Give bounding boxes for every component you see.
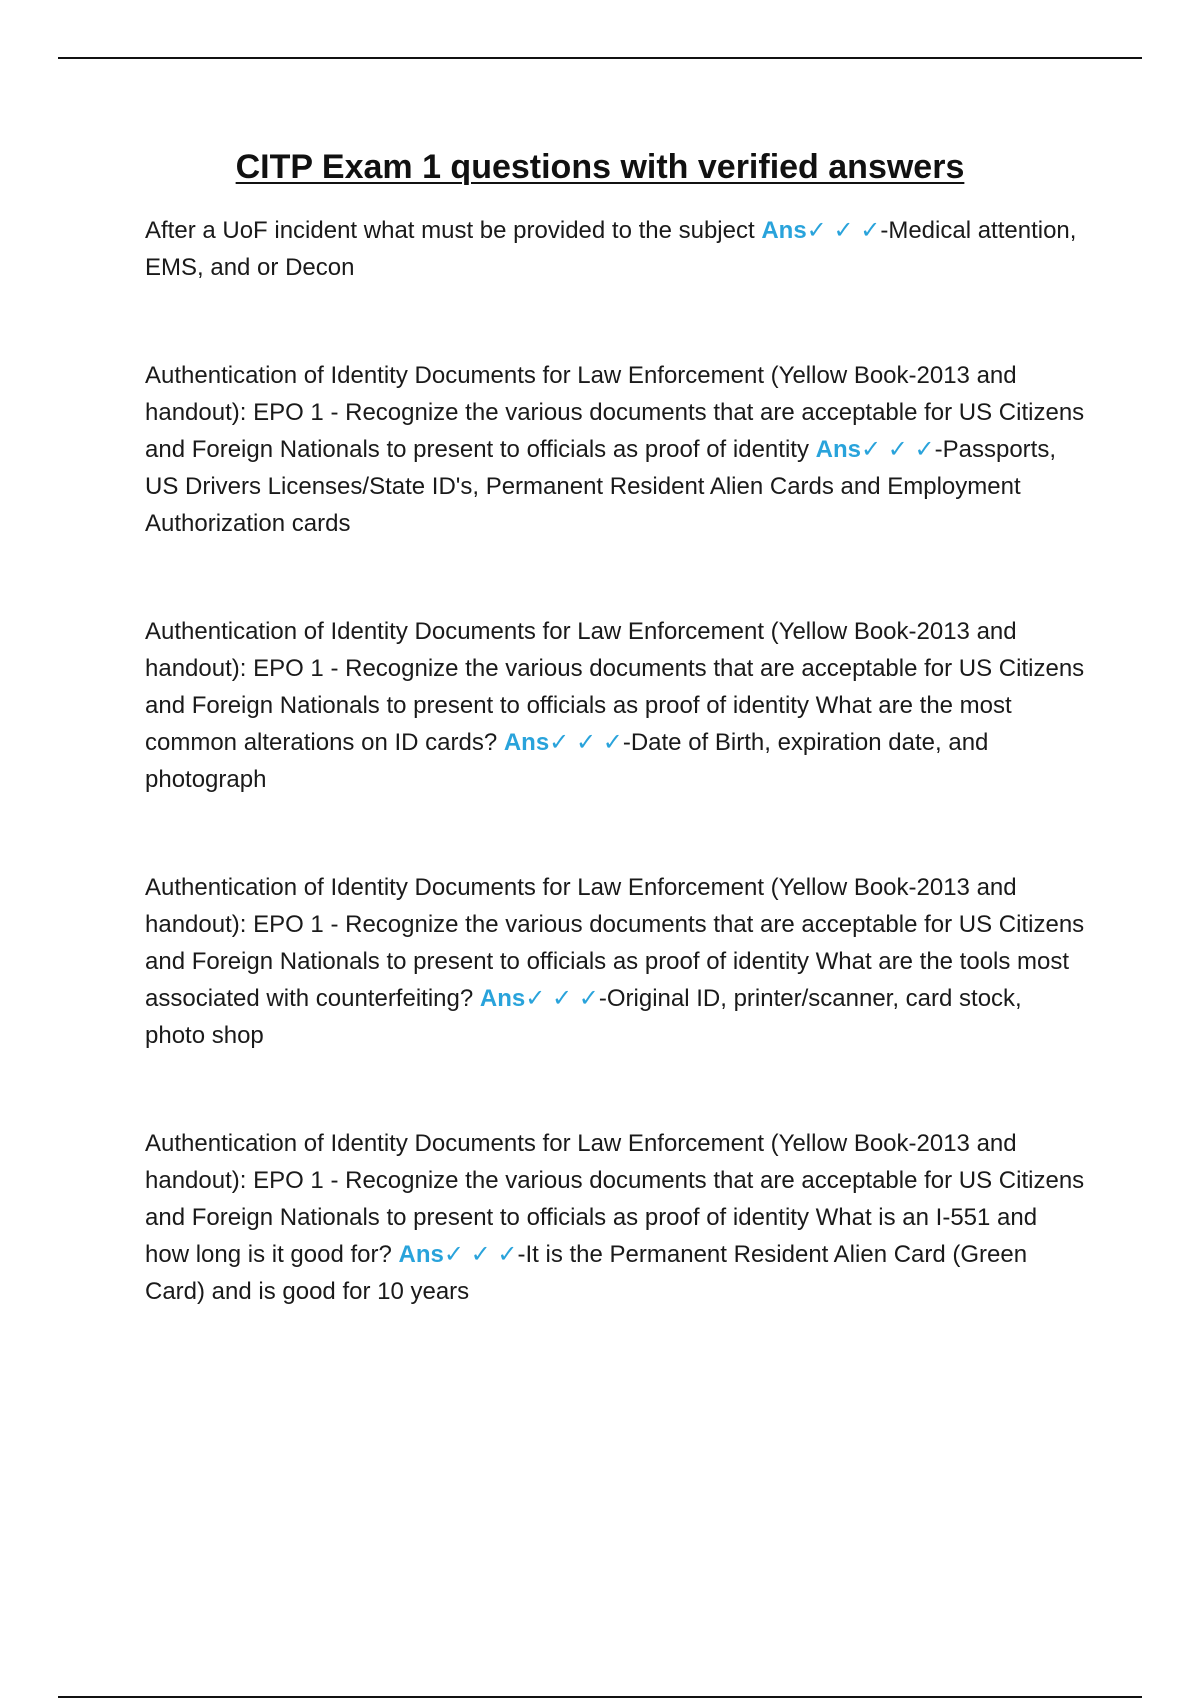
qa-list: [145, 212, 1085, 1310]
check-marks-icon: ✓ ✓ ✓: [860, 436, 935, 463]
qa-item-5: [145, 1125, 1085, 1310]
qa-item-1: [145, 212, 1085, 286]
answer-text: -Passports, US Drivers Licenses/State ID's, Permanent Resident Alien Cards and Employment Authorization cards: [145, 436, 1056, 537]
check-marks-icon: ✓ ✓ ✓: [806, 217, 881, 244]
question-text: Authentication of Identity Documents for Law Enforcement (Yellow Book-2013 and handout): EPO 1 - Recognize the various documents that are acceptable for US Citizens and Foreign Nationals to present to officials as proof of identity What are the tools most associated with counterfeiting?: [145, 874, 1085, 1012]
qa-item-4: [145, 869, 1085, 1054]
answer-marker: Ans: [761, 217, 807, 244]
question-text: Authentication of Identity Documents for Law Enforcement (Yellow Book-2013 and handout): EPO 1 - Recognize the various documents that are acceptable for US Citizens and Foreign Nationals to present to officials as proof of identity What is an I-551 and how long is it good for?: [145, 1130, 1085, 1268]
qa-item-3: [145, 613, 1085, 798]
question-text: Authentication of Identity Documents for Law Enforcement (Yellow Book-2013 and handout): EPO 1 - Recognize the various documents that are acceptable for US Citizens and Foreign Nationals to present to officials as proof of identity: [145, 362, 1085, 463]
answer-text: -It is the Permanent Resident Alien Card (Green Card) and is good for 10 years: [145, 1241, 1028, 1305]
check-marks-icon: ✓ ✓ ✓: [443, 1241, 518, 1268]
check-marks-icon: ✓ ✓ ✓: [549, 729, 623, 756]
question-text: Authentication of Identity Documents for Law Enforcement (Yellow Book-2013 and handout): EPO 1 - Recognize the various documents that are acceptable for US Citizens and Foreign Nationals to present to officials as proof of identity What are the most common alterations on ID cards?: [145, 618, 1085, 756]
header-rule: [58, 57, 1142, 59]
answer-marker: Ans: [503, 729, 550, 756]
question-text: After a UoF incident what must be provided to the subject: [145, 217, 762, 244]
qa-item-2: [145, 357, 1085, 542]
answer-text: -Medical attention, EMS, and or Decon: [145, 217, 1077, 281]
answer-marker: Ans: [479, 985, 526, 1012]
page-title: CITP Exam 1 questions with verified answers: [235, 148, 965, 186]
answer-text: -Date of Birth, expiration date, and photograph: [145, 729, 989, 793]
answer-marker: Ans: [398, 1241, 444, 1268]
footer-rule: [58, 1696, 1142, 1698]
answer-marker: Ans: [815, 436, 861, 463]
answer-text: -Original ID, printer/scanner, card stock, photo shop: [145, 985, 1022, 1049]
check-marks-icon: ✓ ✓ ✓: [525, 985, 599, 1012]
